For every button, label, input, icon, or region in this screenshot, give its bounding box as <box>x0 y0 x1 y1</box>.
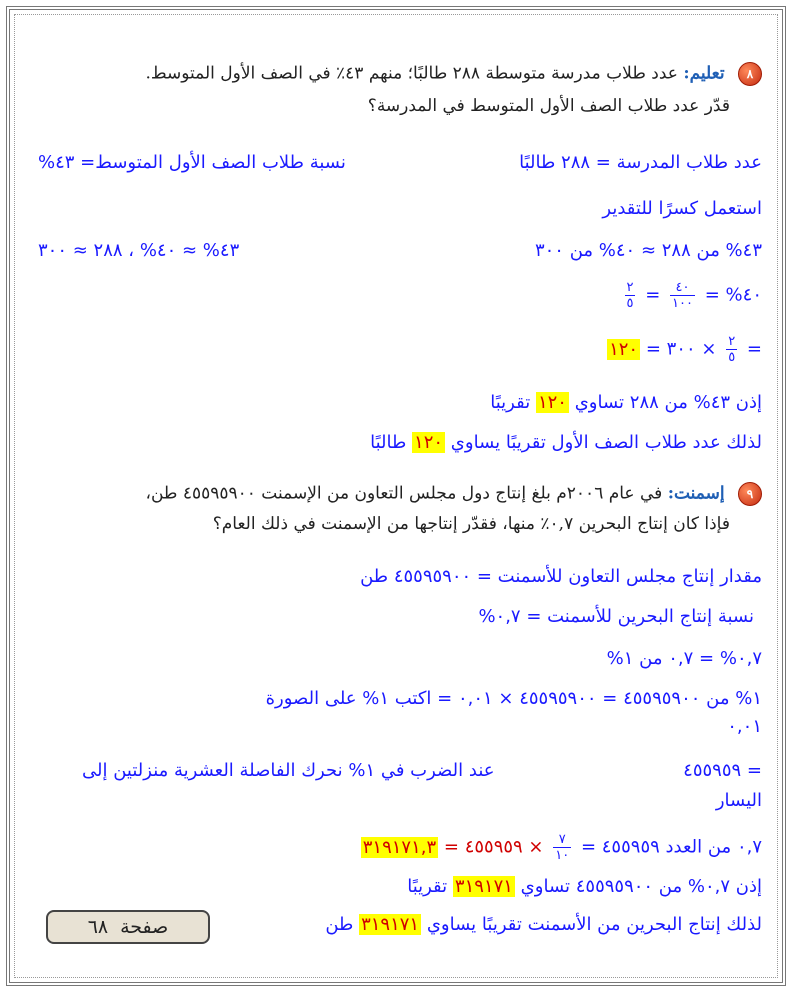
sol9-line4b: ٠,٠١ <box>727 716 762 737</box>
q8-line1 <box>145 62 762 86</box>
sol8-hint: استعمل كسرًا للتقدير <box>602 198 762 219</box>
sol9-l6-value: ٣١٩١٧١,٣ <box>362 836 437 858</box>
sol8-given-b: نسبة طلاب الصف الأول المتوسط= ٤٣% <box>38 152 346 173</box>
page-label: صفحة <box>120 916 169 938</box>
sol9-line4: ١% من ٤٥٥٩٥٩٠٠ = ٤٥٥٩٥٩٠٠ × ٠,٠١ = اكتب ١% على الصورة <box>265 688 762 709</box>
sol9-l8-post: طن <box>325 914 354 935</box>
sol9-line5-value: = ٤٥٥٩٥٩ <box>683 760 762 781</box>
sol9-l7-value: ٣١٩١٧١ <box>454 876 513 897</box>
sol8-given-a: عدد طلاب المدرسة = ٢٨٨ طالبًا <box>519 152 762 173</box>
sol9-l6-frac <box>553 832 571 863</box>
sol9-line6 <box>361 832 762 863</box>
sol8-approx-left: ٤٣% ≈ ٤٠% ، ٢٨٨ ≈ ٣٠٠ <box>38 240 240 261</box>
sol8-concl2-value: ١٢٠ <box>414 432 444 453</box>
sol9-line1: مقدار إنتاج مجلس التعاون للأسمنت = ٤٥٥٩٥٩٠٠ طن <box>360 566 762 587</box>
sol8-frac1-den: ١٠٠ <box>672 296 693 311</box>
q9-text1: في عام ٢٠٠٦م بلغ إنتاج دول مجلس التعاون من الإسمنت ٤٥٥٩٥٩٠٠ طن، <box>145 483 663 504</box>
sol8-frac2 <box>625 280 636 311</box>
sol9-l6-num: ٧ <box>553 832 571 848</box>
q9-number-badge: ٩ <box>738 482 762 506</box>
q8-line2: قدّر عدد طلاب الصف الأول المتوسط في المدرسة؟ <box>367 96 730 116</box>
sol8-conclusion2 <box>370 432 762 453</box>
q8-number-badge: ٨ <box>738 62 762 86</box>
sol9-line7 <box>407 876 762 897</box>
sol8-mult-line <box>607 334 762 365</box>
sol9-line5-text: عند الضرب في ١% نحرك الفاصلة العشرية منزلتين إلى <box>82 760 495 781</box>
sol8-conclusion1 <box>490 392 762 413</box>
sol8-frac1-num: ٤٠ <box>670 280 695 296</box>
sol8-frac-prefix: ٤٠% = <box>704 284 762 306</box>
sol9-l6-pre: ٠,٧ من العدد ٤٥٥٩٥٩ = <box>580 836 762 858</box>
page-number-box <box>46 910 210 944</box>
sol9-l8-pre: لذلك إنتاج البحرين من الأسمنت تقريبًا يساوي <box>426 914 762 935</box>
sol8-mult-num: ٢ <box>728 334 736 349</box>
sol9-l7-pre: إذن ٠,٧% من ٤٥٥٩٥٩٠٠ تساوي <box>520 876 762 897</box>
sol8-concl1-post: تقريبًا <box>490 392 531 413</box>
page-number: ٦٨ <box>87 916 109 938</box>
sol9-l6-mid: × ٤٥٥٩٥٩ = <box>443 836 544 858</box>
sol8-frac-eq: = <box>645 284 661 306</box>
sol8-fraction-line <box>621 280 763 311</box>
sol8-frac2-den: ٥ <box>626 296 634 311</box>
sol8-frac2-num: ٢ <box>626 280 634 295</box>
sol8-mult-den: ٥ <box>728 350 736 365</box>
sol8-mult-rest: × ٣٠٠ = <box>645 338 717 360</box>
sol8-concl2-pre: لذلك عدد طلاب الصف الأول تقريبًا يساوي <box>450 432 762 453</box>
sol8-mult-result: ١٢٠ <box>609 338 639 360</box>
sol9-l6-den: ١٠ <box>555 848 570 863</box>
sol8-concl2-post: طالبًا <box>370 432 407 453</box>
sol8-frac1 <box>670 280 695 311</box>
q8-text1: عدد طلاب مدرسة متوسطة ٢٨٨ طالبًا؛ منهم ٤٣٪ في الصف الأول المتوسط. <box>145 63 678 84</box>
sol8-concl1-value: ١٢٠ <box>537 392 567 413</box>
sol9-l8-value: ٣١٩١٧١ <box>361 914 420 935</box>
sol8-mult-frac <box>726 334 737 365</box>
q8-tag: تعليم: <box>683 63 725 84</box>
sol9-l7-post: تقريبًا <box>407 876 448 897</box>
sol8-mult-prefix: = <box>746 338 762 360</box>
sol8-approx-right: ٤٣% من ٢٨٨ ≈ ٤٠% من ٣٠٠ <box>534 240 762 261</box>
q9-line1 <box>145 482 762 506</box>
q9-tag: إسمنت: <box>667 483 725 504</box>
sol9-line3: ٠,٧% = ٠,٧ من ١% <box>606 648 762 669</box>
sol9-line8 <box>325 914 762 935</box>
sol9-line5-cont: اليسار <box>715 790 762 811</box>
q9-line2: فإذا كان إنتاج البحرين ٠,٧٪ منها، فقدّر إنتاجها من الإسمنت في ذلك العام؟ <box>212 514 730 534</box>
sol8-concl1-pre: إذن ٤٣% من ٢٨٨ تساوي <box>574 392 762 413</box>
sol9-line2: نسبة إنتاج البحرين للأسمنت = ٠,٧% <box>478 606 754 627</box>
